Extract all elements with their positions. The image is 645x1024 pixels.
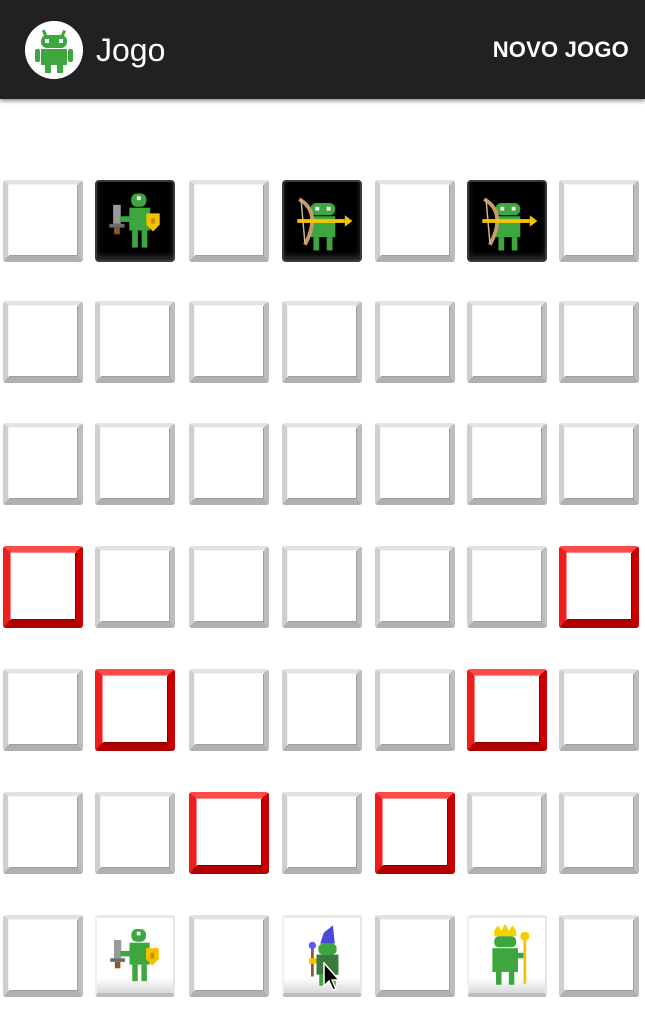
board-cell[interactable] xyxy=(189,669,269,751)
board-cell-player-king[interactable] xyxy=(467,915,547,997)
board-cell[interactable] xyxy=(3,423,83,505)
board-cell[interactable] xyxy=(95,792,175,874)
board-cell[interactable] xyxy=(375,546,455,628)
board-cell[interactable] xyxy=(282,301,362,383)
board-cell-enemy-archer[interactable] xyxy=(467,180,547,262)
board-cell[interactable] xyxy=(95,423,175,505)
board-cell[interactable] xyxy=(282,546,362,628)
board-cell[interactable] xyxy=(375,423,455,505)
board-cell-enemy-archer[interactable] xyxy=(282,180,362,262)
board-cell[interactable] xyxy=(467,546,547,628)
board-cell[interactable] xyxy=(189,546,269,628)
archer-piece-icon xyxy=(284,182,360,260)
board-cell[interactable] xyxy=(375,301,455,383)
board-cell[interactable] xyxy=(189,301,269,383)
board-cell[interactable] xyxy=(559,423,639,505)
board-cell-move-target[interactable] xyxy=(559,546,639,628)
board-cell[interactable] xyxy=(95,546,175,628)
board-cell[interactable] xyxy=(189,180,269,262)
board-cell[interactable] xyxy=(467,792,547,874)
board-cell[interactable] xyxy=(95,301,175,383)
board-cell-enemy-swordsman[interactable] xyxy=(95,180,175,262)
board-cell[interactable] xyxy=(3,792,83,874)
board-cell[interactable] xyxy=(559,669,639,751)
wizard-piece-icon xyxy=(284,918,360,993)
board-cell[interactable] xyxy=(559,792,639,874)
board-cell[interactable] xyxy=(282,423,362,505)
board-cell[interactable] xyxy=(375,180,455,262)
board-cell[interactable] xyxy=(467,301,547,383)
board-cell[interactable] xyxy=(375,915,455,997)
new-game-button[interactable]: NOVO JOGO xyxy=(492,37,629,62)
board-cell[interactable] xyxy=(3,915,83,997)
board-cell[interactable] xyxy=(467,423,547,505)
board-cell-move-target[interactable] xyxy=(467,669,547,751)
king-piece-icon xyxy=(469,918,545,993)
board-cell[interactable] xyxy=(559,301,639,383)
board-cell[interactable] xyxy=(189,915,269,997)
board-cell[interactable] xyxy=(3,301,83,383)
board-cell[interactable] xyxy=(559,915,639,997)
app-title: Jogo xyxy=(96,32,166,68)
board-cell-move-target[interactable] xyxy=(3,546,83,628)
board-cell-player-wizard[interactable] xyxy=(282,915,362,997)
board-cell-move-target[interactable] xyxy=(375,792,455,874)
board-cell-move-target[interactable] xyxy=(189,792,269,874)
archer-piece-icon xyxy=(469,182,545,260)
board-cell[interactable] xyxy=(189,423,269,505)
board-cell[interactable] xyxy=(3,669,83,751)
board-cell-move-target[interactable] xyxy=(95,669,175,751)
swordsman-piece-icon xyxy=(97,182,173,260)
board-cell-player-swordsman[interactable] xyxy=(95,915,175,997)
board-cell[interactable] xyxy=(375,669,455,751)
swordsman-piece-icon xyxy=(97,918,173,993)
board-cell[interactable] xyxy=(3,180,83,262)
board-cell[interactable] xyxy=(559,180,639,262)
board-cell[interactable] xyxy=(282,669,362,751)
board-cell[interactable] xyxy=(282,792,362,874)
